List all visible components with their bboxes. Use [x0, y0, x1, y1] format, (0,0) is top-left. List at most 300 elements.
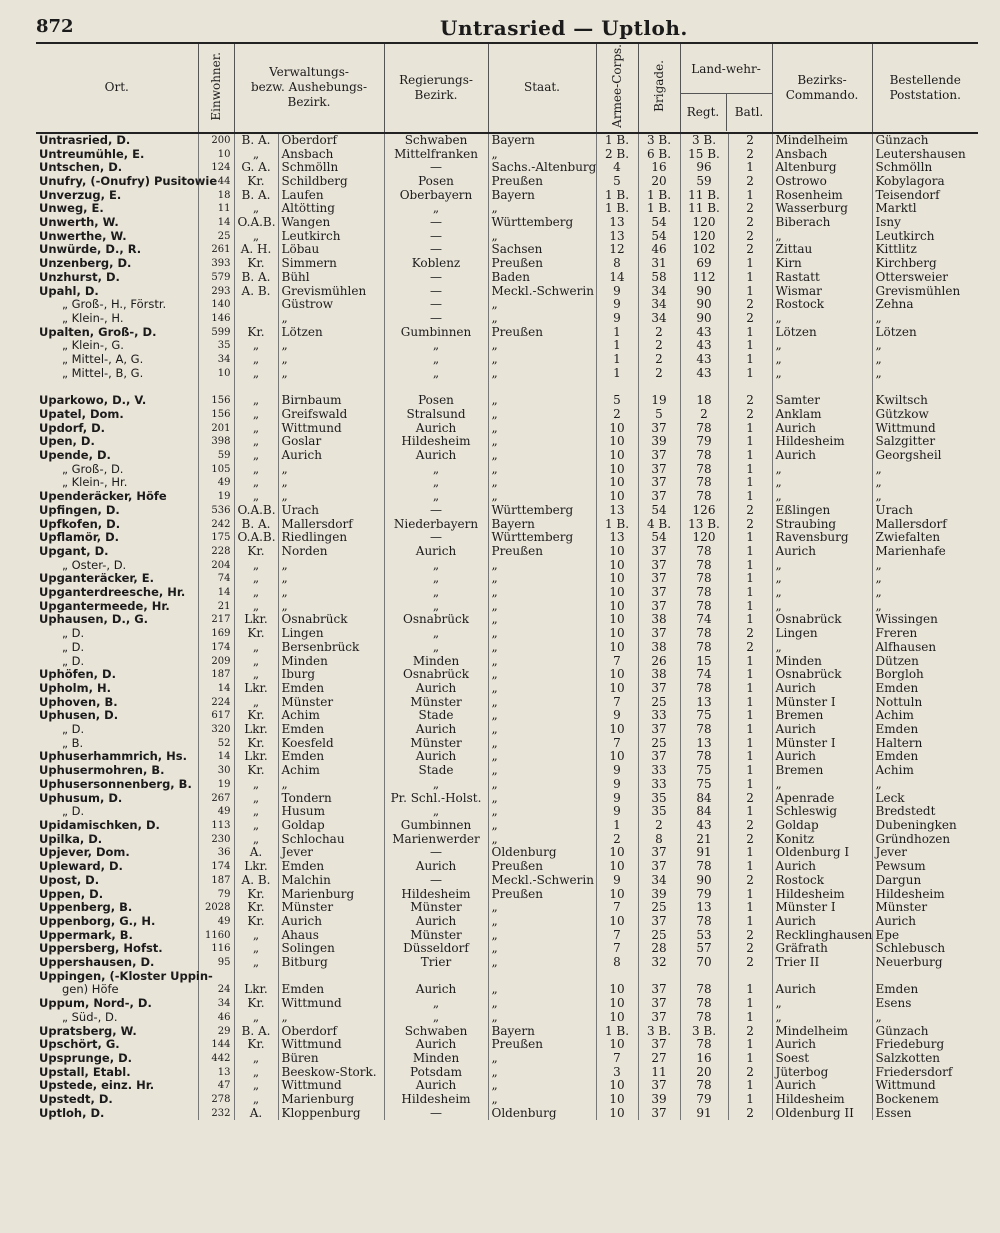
cell-regt: 78 — [680, 572, 728, 586]
cell-verwaltung-type: Kr. — [234, 764, 278, 778]
cell-brigade: 37 — [638, 449, 680, 463]
cell-bezirks-commando: Münster I — [772, 737, 872, 751]
cell-einwohner: 52 — [198, 737, 234, 751]
cell-armee-corps: 10 — [596, 1079, 638, 1093]
cell-armee-corps: 10 — [596, 490, 638, 504]
cell-bezirks-commando: Lingen — [772, 627, 872, 641]
cell-armee-corps: 10 — [596, 915, 638, 929]
table-row — [36, 586, 978, 600]
cell-batl: 1 — [728, 696, 772, 710]
cell-bezirks-commando: Hildesheim — [772, 1093, 872, 1107]
cell-ort: „ Groß-, H., Förstr. — [36, 298, 198, 312]
cell-verwaltung: Emden — [278, 723, 384, 737]
cell-armee-corps: 7 — [596, 901, 638, 915]
cell-bezirks-commando: „ — [772, 353, 872, 367]
cell-armee-corps: 10 — [596, 613, 638, 627]
cell-staat: Meckl.-Schwerin — [488, 874, 596, 888]
cell-bezirks-commando: Mindelheim — [772, 1025, 872, 1039]
cell-regt: 18 — [680, 394, 728, 408]
cell-regierung: — — [384, 285, 488, 299]
cell-regierung: Aurich — [384, 449, 488, 463]
cell-verwaltung: Emden — [278, 983, 384, 997]
cell-verwaltung-type: „ — [234, 1093, 278, 1107]
cell-poststation: Friedersdorf — [875, 1064, 953, 1079]
table-row — [36, 422, 978, 436]
cell-einwohner: 29 — [198, 1025, 234, 1039]
cell-armee-corps: 10 — [596, 545, 638, 559]
cell-verwaltung: Achim — [278, 764, 384, 778]
cell-verwaltung-type: Kr. — [234, 1038, 278, 1052]
cell-ort: Uptloh, D. — [36, 1107, 198, 1121]
cell-staat: Sachsen — [488, 243, 596, 257]
cell-bezirks-commando: Hildesheim — [772, 888, 872, 902]
cell-einwohner: 169 — [198, 627, 234, 641]
cell-poststation: Gützkow — [875, 406, 929, 421]
cell-regierung: „ — [384, 586, 488, 600]
cell-regierung: — — [384, 1107, 488, 1121]
cell-batl: 1 — [728, 1052, 772, 1066]
cell-bezirks-commando: Gräfrath — [772, 942, 872, 956]
table-row — [36, 874, 978, 888]
cell-regt: 120 — [680, 230, 728, 244]
cell-ort: Upflamör, D. — [36, 531, 198, 545]
cell-regt: 43 — [680, 353, 728, 367]
cell-ort: Upost, D. — [36, 874, 198, 888]
cell-bezirks-commando — [772, 970, 872, 984]
cell-ort: Upstede, einz. Hr. — [36, 1079, 198, 1093]
cell-bezirks-commando: Ravensburg — [772, 531, 872, 545]
cell-verwaltung-type: „ — [234, 586, 278, 600]
cell-regt: 59 — [680, 175, 728, 189]
cell-verwaltung: Ahaus — [278, 929, 384, 943]
cell-bezirks-commando: Mindelheim — [772, 133, 872, 148]
cell-batl: 1 — [728, 572, 772, 586]
cell-brigade: 31 — [638, 257, 680, 271]
cell-batl: 2 — [728, 394, 772, 408]
cell-staat: „ — [488, 339, 596, 353]
cell-einwohner: 35 — [198, 339, 234, 353]
cell-brigade: 3 B. — [638, 133, 680, 148]
cell-staat: „ — [488, 572, 596, 586]
cell-verwaltung: Lötzen — [278, 326, 384, 340]
col-armee: Armee-Corps. — [596, 44, 638, 133]
cell-brigade: 34 — [638, 874, 680, 888]
cell-brigade: 35 — [638, 805, 680, 819]
cell-verwaltung-type: „ — [234, 641, 278, 655]
cell-verwaltung: Lingen — [278, 627, 384, 641]
cell-regt: 91 — [680, 1107, 728, 1121]
cell-armee-corps: 10 — [596, 682, 638, 696]
cell-bezirks-commando: Hildesheim — [772, 435, 872, 449]
cell-batl: 1 — [728, 490, 772, 504]
cell-brigade: 28 — [638, 942, 680, 956]
cell-poststation: „ — [875, 1009, 882, 1024]
cell-bezirks-commando: „ — [772, 778, 872, 792]
cell-verwaltung: Münster — [278, 696, 384, 710]
cell-ort: Unweg, E. — [36, 202, 198, 216]
cell-brigade: 20 — [638, 175, 680, 189]
cell-verwaltung-type: „ — [234, 449, 278, 463]
cell-batl: 2 — [728, 230, 772, 244]
cell-einwohner: 261 — [198, 243, 234, 257]
cell-staat: „ — [488, 394, 596, 408]
cell-batl: 1 — [728, 531, 772, 545]
cell-regt — [680, 970, 728, 984]
cell-poststation: Marktl — [875, 201, 917, 216]
cell-ort: Unufry, (-Onufry) Pusitowie — [36, 175, 198, 189]
cell-ort: Upstedt, D. — [36, 1093, 198, 1107]
cell-batl: 1 — [728, 353, 772, 367]
cell-staat: Preußen — [488, 175, 596, 189]
cell-regt: 78 — [680, 915, 728, 929]
table-row — [36, 956, 978, 970]
table-row — [36, 1079, 978, 1093]
cell-verwaltung: „ — [278, 778, 384, 792]
cell-regierung: „ — [384, 627, 488, 641]
cell-ort: Upen, D. — [36, 435, 198, 449]
cell-brigade: 25 — [638, 901, 680, 915]
cell-regierung: Posen — [384, 175, 488, 189]
cell-armee-corps: 3 — [596, 1066, 638, 1080]
cell-armee-corps: 10 — [596, 641, 638, 655]
cell-regt: 78 — [680, 559, 728, 573]
cell-ort: Upende, D. — [36, 449, 198, 463]
cell-staat: „ — [488, 312, 596, 326]
cell-regt: 2 — [680, 408, 728, 422]
cell-ort: gen) Höfe — [36, 983, 198, 997]
cell-regierung: Aurich — [384, 983, 488, 997]
cell-einwohner: 242 — [198, 518, 234, 532]
cell-brigade: 54 — [638, 230, 680, 244]
cell-brigade: 34 — [638, 298, 680, 312]
cell-batl: 1 — [728, 901, 772, 915]
cell-staat: „ — [488, 202, 596, 216]
cell-verwaltung: Achim — [278, 709, 384, 723]
cell-bezirks-commando: Münster I — [772, 901, 872, 915]
cell-staat: Oldenburg — [488, 846, 596, 860]
cell-ort: Untschen, D. — [36, 161, 198, 175]
cell-verwaltung: Marienburg — [278, 1093, 384, 1107]
cell-armee-corps: 10 — [596, 600, 638, 614]
cell-poststation: Aurich — [875, 913, 916, 928]
cell-poststation: Essen — [875, 1105, 912, 1120]
cell-batl: 1 — [728, 257, 772, 271]
cell-regt: 120 — [680, 531, 728, 545]
cell-einwohner: 124 — [198, 161, 234, 175]
cell-regt: 13 — [680, 737, 728, 751]
cell-brigade: 2 — [638, 326, 680, 340]
cell-poststation: Gründhozen — [875, 831, 951, 846]
cell-regierung: „ — [384, 353, 488, 367]
cell-regierung: „ — [384, 463, 488, 477]
cell-staat: „ — [488, 929, 596, 943]
cell-einwohner: 144 — [198, 1038, 234, 1052]
cell-bezirks-commando: „ — [772, 586, 872, 600]
cell-bezirks-commando: „ — [772, 559, 872, 573]
cell-verwaltung: Schlochau — [278, 833, 384, 847]
cell-regierung: „ — [384, 600, 488, 614]
cell-armee-corps: 9 — [596, 874, 638, 888]
cell-brigade: 37 — [638, 422, 680, 436]
cell-bezirks-commando: Osnabrück — [772, 613, 872, 627]
cell-batl: 2 — [728, 1025, 772, 1039]
cell-verwaltung: Löbau — [278, 243, 384, 257]
cell-brigade: 37 — [638, 1011, 680, 1025]
cell-ort: Upenderäcker, Höfe — [36, 490, 198, 504]
cell-staat: „ — [488, 805, 596, 819]
cell-staat: „ — [488, 942, 596, 956]
table-header-row — [36, 44, 978, 133]
cell-regt: 3 B. — [680, 133, 728, 148]
cell-verwaltung-type: Kr. — [234, 888, 278, 902]
cell-batl: 2 — [728, 298, 772, 312]
col-regt: Regt. — [681, 94, 727, 131]
cell-staat: „ — [488, 1093, 596, 1107]
cell-verwaltung-type: Lkr. — [234, 750, 278, 764]
cell-poststation: Emden — [875, 680, 919, 695]
cell-poststation: Münster — [875, 900, 928, 915]
cell-ort: „ Oster-, D. — [36, 559, 198, 573]
cell-verwaltung: „ — [278, 463, 384, 477]
cell-regt: 16 — [680, 1052, 728, 1066]
cell-verwaltung-type: „ — [234, 792, 278, 806]
cell-armee-corps: 10 — [596, 1107, 638, 1121]
cell-regt: 43 — [680, 819, 728, 833]
table-row — [36, 435, 978, 449]
cell-staat: „ — [488, 997, 596, 1011]
cell-staat: „ — [488, 1011, 596, 1025]
cell-brigade: 37 — [638, 1038, 680, 1052]
cell-einwohner: 59 — [198, 449, 234, 463]
cell-armee-corps: 10 — [596, 1038, 638, 1052]
cell-verwaltung: Goslar — [278, 435, 384, 449]
cell-regierung: Gumbinnen — [384, 326, 488, 340]
cell-staat: „ — [488, 422, 596, 436]
cell-staat: „ — [488, 600, 596, 614]
running-title: Untrasried — Uptloh. — [440, 16, 688, 40]
cell-batl — [728, 970, 772, 984]
cell-armee-corps: 1 B. — [596, 518, 638, 532]
cell-regt: 11 B. — [680, 202, 728, 216]
cell-batl: 1 — [728, 600, 772, 614]
cell-regt: 120 — [680, 216, 728, 230]
cell-armee-corps: 10 — [596, 422, 638, 436]
cell-poststation: „ — [875, 338, 882, 353]
cell-verwaltung-type: Kr. — [234, 627, 278, 641]
cell-batl: 1 — [728, 435, 772, 449]
table-row — [36, 504, 978, 518]
cell-poststation: Salzgitter — [875, 434, 936, 449]
cell-regierung: „ — [384, 997, 488, 1011]
cell-armee-corps: 10 — [596, 572, 638, 586]
cell-verwaltung: „ — [278, 572, 384, 586]
cell-armee-corps: 1 B. — [596, 133, 638, 148]
table-row — [36, 696, 978, 710]
cell-verwaltung: „ — [278, 353, 384, 367]
cell-poststation: Georgsheil — [875, 448, 942, 462]
cell-verwaltung: Birnbaum — [278, 394, 384, 408]
cell-ort: Upjever, Dom. — [36, 846, 198, 860]
cell-regierung: Aurich — [384, 723, 488, 737]
cell-batl: 1 — [728, 463, 772, 477]
col-poststation: Bestellende Poststation. — [872, 44, 978, 133]
cell-armee-corps: 13 — [596, 531, 638, 545]
cell-verwaltung-type: Kr. — [234, 326, 278, 340]
cell-ort: Uppingen, (-Kloster Uppin- — [36, 970, 198, 984]
cell-regt: 13 B. — [680, 518, 728, 532]
cell-verwaltung: „ — [278, 600, 384, 614]
cell-poststation: „ — [875, 352, 882, 367]
cell-batl: 1 — [728, 723, 772, 737]
table-row — [36, 860, 978, 874]
cell-batl: 2 — [728, 175, 772, 189]
cell-ort: „ Klein-, G. — [36, 339, 198, 353]
cell-bezirks-commando: Oldenburg I — [772, 846, 872, 860]
cell-armee-corps: 10 — [596, 1011, 638, 1025]
cell-poststation: „ — [875, 310, 882, 325]
cell-regierung: „ — [384, 805, 488, 819]
cell-batl: 2 — [728, 1107, 772, 1121]
cell-batl: 2 — [728, 641, 772, 655]
cell-armee-corps: 5 — [596, 175, 638, 189]
cell-staat: „ — [488, 367, 596, 381]
cell-einwohner: 24 — [198, 983, 234, 997]
cell-verwaltung: „ — [278, 476, 384, 490]
cell-ort: Upahl, D. — [36, 285, 198, 299]
cell-staat: Württemberg — [488, 216, 596, 230]
cell-einwohner: 156 — [198, 408, 234, 422]
cell-staat: „ — [488, 819, 596, 833]
cell-regierung: „ — [384, 572, 488, 586]
cell-einwohner: 34 — [198, 353, 234, 367]
table-row — [36, 929, 978, 943]
cell-einwohner: 200 — [198, 133, 234, 148]
cell-staat: „ — [488, 408, 596, 422]
table-row — [36, 805, 978, 819]
cell-regierung: — — [384, 230, 488, 244]
cell-verwaltung-type: „ — [234, 490, 278, 504]
cell-regt: 15 — [680, 655, 728, 669]
table-row — [36, 449, 978, 463]
cell-bezirks-commando: Ostrowo — [772, 175, 872, 189]
cell-einwohner: 49 — [198, 915, 234, 929]
cell-armee-corps: 1 — [596, 326, 638, 340]
cell-poststation: Emden — [875, 982, 919, 997]
cell-einwohner: 398 — [198, 435, 234, 449]
cell-verwaltung: Emden — [278, 750, 384, 764]
cell-armee-corps: 10 — [596, 723, 638, 737]
cell-staat: „ — [488, 682, 596, 696]
cell-batl: 2 — [728, 819, 772, 833]
cell-brigade: 58 — [638, 271, 680, 285]
cell-staat: „ — [488, 490, 596, 504]
cell-armee-corps: 9 — [596, 312, 638, 326]
cell-brigade: 37 — [638, 627, 680, 641]
cell-poststation: Hildesheim — [875, 886, 945, 901]
cell-brigade: 34 — [638, 312, 680, 326]
cell-ort: Upsprunge, D. — [36, 1052, 198, 1066]
cell-staat: „ — [488, 298, 596, 312]
cell-regt: 11 B. — [680, 189, 728, 203]
cell-poststation: Kobylagora — [875, 173, 945, 188]
cell-regierung: Aurich — [384, 682, 488, 696]
table-row — [36, 394, 978, 408]
table-row — [36, 175, 978, 189]
cell-ort: „ Klein-, H. — [36, 312, 198, 326]
cell-poststation: Ottersweier — [875, 269, 949, 284]
cell-batl: 1 — [728, 860, 772, 874]
cell-regierung: „ — [384, 202, 488, 216]
cell-verwaltung-type: „ — [234, 353, 278, 367]
cell-verwaltung-type: „ — [234, 600, 278, 614]
cell-armee-corps: 10 — [596, 586, 638, 600]
cell-einwohner: 13 — [198, 1066, 234, 1080]
cell-poststation: „ — [875, 489, 882, 504]
cell-ort: Upratsberg, W. — [36, 1025, 198, 1039]
cell-staat: „ — [488, 627, 596, 641]
cell-poststation: Zwiefalten — [875, 530, 941, 545]
cell-armee-corps: 10 — [596, 1093, 638, 1107]
cell-verwaltung-type: „ — [234, 819, 278, 833]
cell-verwaltung-type: „ — [234, 339, 278, 353]
cell-verwaltung: Mallersdorf — [278, 518, 384, 532]
table-row — [36, 997, 978, 1011]
cell-poststation: Salzkotten — [875, 1050, 941, 1065]
cell-verwaltung: Schmölln — [278, 161, 384, 175]
cell-regierung: — — [384, 298, 488, 312]
cell-poststation: Neuerburg — [875, 955, 943, 970]
cell-ort: Uphausen, D., G. — [36, 613, 198, 627]
cell-einwohner: 1160 — [198, 929, 234, 943]
table-row — [36, 408, 978, 422]
cell-verwaltung-type: „ — [234, 1052, 278, 1066]
cell-brigade: 27 — [638, 1052, 680, 1066]
cell-einwohner: 140 — [198, 298, 234, 312]
cell-regt: 13 — [680, 696, 728, 710]
cell-bezirks-commando: „ — [772, 339, 872, 353]
cell-verwaltung-type: „ — [234, 367, 278, 381]
cell-regierung: Mittelfranken — [384, 148, 488, 162]
cell-verwaltung-type: Kr. — [234, 545, 278, 559]
cell-brigade: 16 — [638, 161, 680, 175]
cell-batl: 1 — [728, 805, 772, 819]
cell-brigade: 37 — [638, 586, 680, 600]
cell-batl: 2 — [728, 874, 772, 888]
cell-poststation: Günzach — [875, 1023, 929, 1038]
cell-staat: „ — [488, 435, 596, 449]
cell-verwaltung-type — [234, 298, 278, 312]
cell-bezirks-commando: Rastatt — [772, 271, 872, 285]
cell-armee-corps: 9 — [596, 709, 638, 723]
cell-einwohner: 320 — [198, 723, 234, 737]
cell-brigade: 34 — [638, 285, 680, 299]
cell-armee-corps: 10 — [596, 846, 638, 860]
cell-brigade: 25 — [638, 696, 680, 710]
cell-ort: Upstall, Etabl. — [36, 1066, 198, 1080]
cell-bezirks-commando: „ — [772, 463, 872, 477]
cell-einwohner: 49 — [198, 476, 234, 490]
col-landwehr: Land-wehr- Regt. Batl. — [680, 44, 772, 133]
cell-staat: „ — [488, 641, 596, 655]
cell-bezirks-commando: Rostock — [772, 874, 872, 888]
cell-armee-corps: 10 — [596, 463, 638, 477]
cell-staat: „ — [488, 463, 596, 477]
cell-regt: 84 — [680, 792, 728, 806]
cell-ort: Upilka, D. — [36, 833, 198, 847]
cell-staat: „ — [488, 559, 596, 573]
cell-einwohner: 230 — [198, 833, 234, 847]
cell-armee-corps: 10 — [596, 476, 638, 490]
